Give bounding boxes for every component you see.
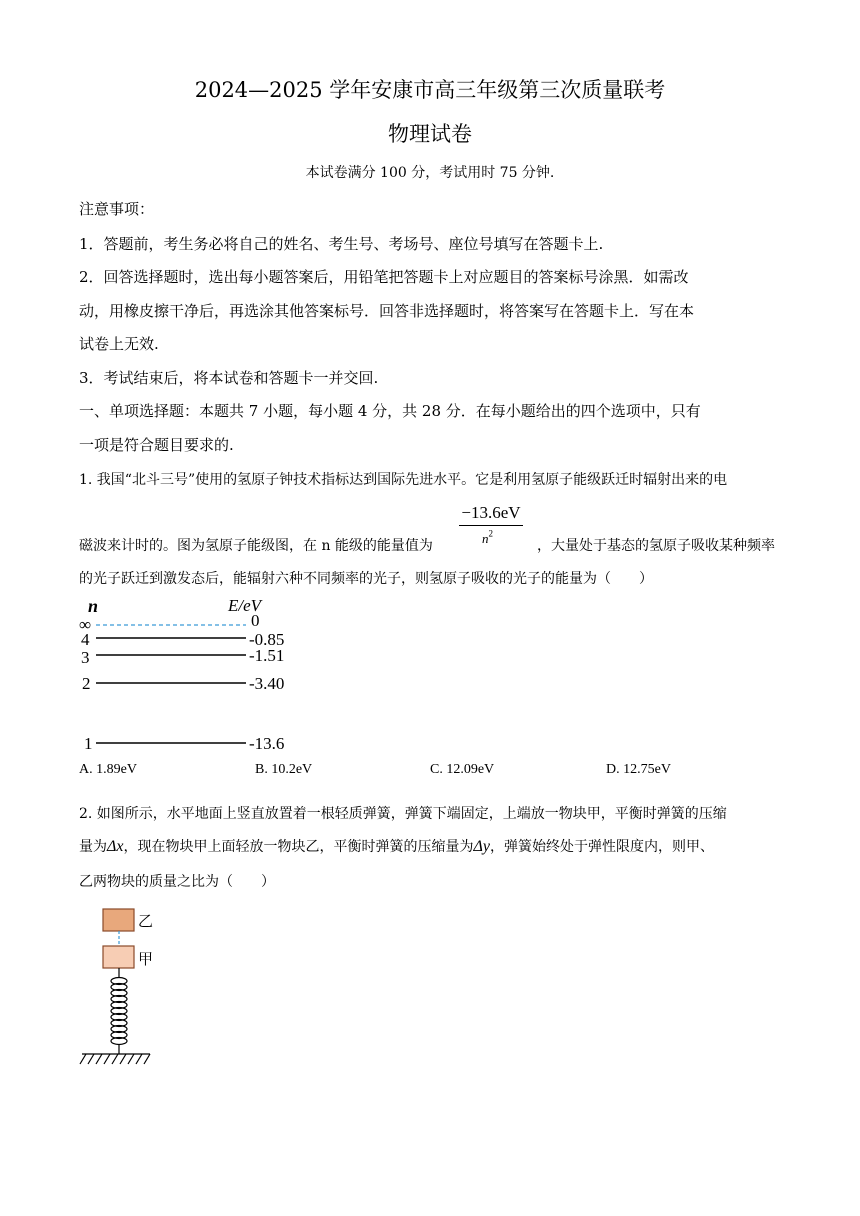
block-yi-label: 乙 — [138, 912, 154, 930]
q2-line2-post: ，弹簧始终处于弹性限度内，则甲、 — [490, 839, 714, 855]
level-e-3: -1.51 — [249, 646, 285, 665]
block-yi — [103, 909, 134, 931]
fraction-denominator: n — [482, 531, 489, 546]
level-n-3: 3 — [81, 648, 90, 667]
level-n-2: 2 — [82, 674, 91, 693]
q1-option-a[interactable]: A. 1.89eV — [79, 762, 137, 777]
exam-subtitle: 本试卷满分 100 分，考试用时 75 分钟. — [305, 165, 555, 181]
fraction-exponent: 2 — [488, 528, 493, 539]
spring-diagram — [76, 906, 176, 1076]
fraction-bar — [459, 525, 523, 526]
ground-hatch-icon — [80, 1054, 150, 1064]
level-e-1: -13.6 — [249, 734, 285, 753]
spring-block-figure — [76, 906, 176, 1076]
note-item-2-line3: 试卷上无效. — [79, 335, 159, 353]
energy-level-diagram — [76, 596, 316, 756]
n-axis-label: n — [88, 596, 99, 616]
q2-line2-pre: 量为 — [79, 839, 107, 855]
level-n-4: 4 — [81, 630, 90, 649]
delta-y-symbol: Δy — [473, 838, 490, 855]
exam-title: 2024—2025 学年安康市高三年级第三次质量联考 — [194, 78, 666, 102]
section-heading-line1: 一、单项选择题：本题共 7 小题，每小题 4 分，共 28 分．在每小题给出的四个选项中，只有 — [79, 402, 701, 420]
q1-line2-post: ，大量处于基态的氢原子吸收某种频率 — [537, 538, 775, 554]
energy-fraction — [459, 503, 523, 547]
q1-option-c[interactable]: C. 12.09eV — [430, 762, 495, 777]
q1-line3: 的光子跃迁到激发态后，能辐射六种不同频率的光子，则氢原子吸收的光子的能量为（ ） — [79, 571, 653, 587]
q1-line2-pre: 磁波来计时的。图为氢原子能级图，在 n 能级的能量值为 — [79, 538, 433, 554]
block-jia — [103, 946, 134, 968]
delta-x-symbol: Δx — [107, 838, 124, 855]
q1-line1: 1. 我国“北斗三号”使用的氢原子钟技术指标达到国际先进水平。它是利用氢原子能级跃迁时辐射出来的电 — [79, 472, 728, 488]
level-e-2: -3.40 — [249, 674, 285, 693]
level-e-infinity: 0 — [251, 611, 260, 630]
note-item-3: 3．考试结束后，将本试卷和答题卡一并交回. — [79, 369, 379, 387]
note-item-1: 1．答题前，考生务必将自己的姓名、考生号、考场号、座位号填写在答题卡上. — [79, 235, 604, 253]
note-item-2-line2: 动，用橡皮擦干净后，再选涂其他答案标号．回答非选择题时，将答案写在答题卡上．写在本 — [79, 302, 695, 320]
subject-title: 物理试卷 — [388, 122, 472, 146]
q2-line2-mid: ，现在物块甲上面轻放一物块乙，平衡时弹簧的压缩量为 — [123, 839, 474, 855]
section-heading-line2: 一项是符合题目要求的. — [79, 436, 234, 454]
level-e-4: -0.85 — [249, 630, 285, 649]
q2-line1: 2. 如图所示，水平地面上竖直放置着一根轻质弹簧，弹簧下端固定，上端放一物块甲，平衡时弹簧的压缩 — [79, 806, 727, 822]
q1-option-b[interactable]: B. 10.2eV — [255, 762, 313, 777]
level-n-infinity: ∞ — [79, 615, 92, 634]
q2-line3: 乙两物块的质量之比为（ ） — [79, 874, 275, 890]
note-item-2-line1: 2．回答选择题时，选出每小题答案后，用铅笔把答题卡上对应题目的答案标号涂黑．如需改 — [79, 268, 689, 286]
spring-icon — [111, 968, 127, 1054]
level-n-1: 1 — [84, 734, 93, 753]
q2-line2 — [79, 836, 714, 856]
notes-heading: 注意事项： — [79, 200, 155, 218]
q1-option-d[interactable]: D. 12.75eV — [606, 762, 671, 777]
fraction-numerator: −13.6eV — [461, 503, 521, 522]
energy-axis-label: E/eV — [228, 596, 262, 615]
block-jia-label: 甲 — [138, 950, 154, 968]
